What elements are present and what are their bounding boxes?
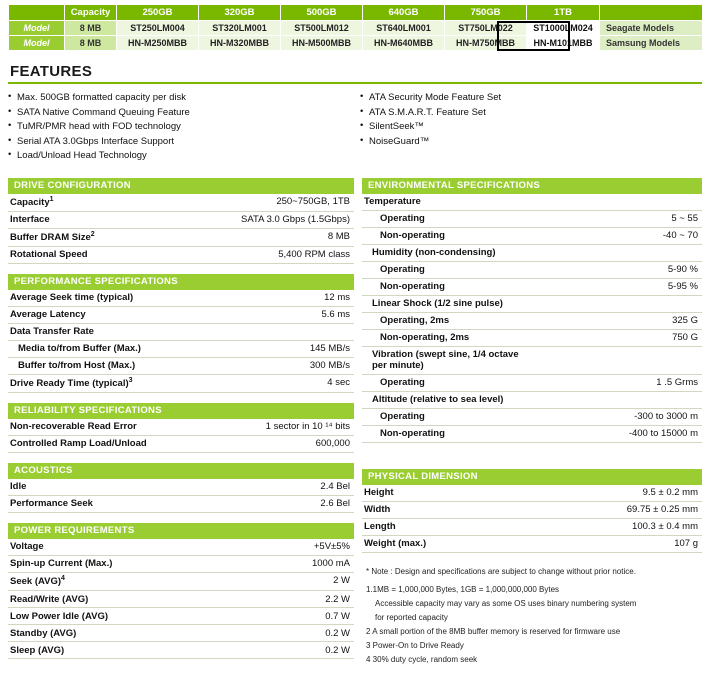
table-row xyxy=(8,479,354,496)
row-note-samsung: Samsung Models xyxy=(600,36,703,51)
row-capacity-samsung: 8 MB xyxy=(65,36,117,51)
table-row xyxy=(8,340,354,357)
spec-value xyxy=(532,194,702,211)
list-item: • NoiseGuard™ xyxy=(360,135,690,150)
row-label-samsung: Model xyxy=(9,36,65,51)
spec-key: Operating xyxy=(380,411,425,422)
header-cell-500gb: 500GB xyxy=(281,5,363,21)
spec-value xyxy=(532,391,702,408)
spec-key: Operating xyxy=(380,377,425,388)
table-reliability xyxy=(8,419,354,453)
model-hn-m750mbb: HN-M750MBB xyxy=(445,36,527,51)
spec-key: Non-recoverable Read Error xyxy=(10,421,137,433)
spec-value xyxy=(181,323,354,340)
spec-value: 107 g xyxy=(674,538,698,549)
spec-key: Media to/from Buffer (Max.) xyxy=(18,343,141,355)
table-drive-configuration xyxy=(8,194,354,264)
table-row xyxy=(8,306,354,323)
table-row xyxy=(8,323,354,340)
spec-key: Interface xyxy=(10,214,50,226)
model-hn-m500mbb: HN-M500MBB xyxy=(281,36,363,51)
spec-value: 5 ~ 55 xyxy=(671,213,698,224)
section-header-reliability: RELIABILITY SPECIFICATIONS xyxy=(8,403,354,419)
model-st500lm012: ST500LM012 xyxy=(281,21,363,36)
model-table xyxy=(8,4,703,51)
spec-value: 9.5 ± 0.2 mm xyxy=(642,487,698,498)
page-title: FEATURES xyxy=(10,63,93,80)
spec-key: Spin-up Current (Max.) xyxy=(10,558,113,570)
spec-key: Controlled Ramp Load/Unload xyxy=(10,438,147,450)
table-performance xyxy=(8,290,354,393)
spec-column-left xyxy=(8,178,354,667)
table-row xyxy=(8,290,354,307)
spec-value xyxy=(532,346,702,374)
table-row xyxy=(8,194,354,212)
spec-value: 750 G xyxy=(672,332,698,343)
model-hn-m640mbb: HN-M640MBB xyxy=(363,36,445,51)
features-section xyxy=(8,91,702,164)
list-item: • Load/Unload Head Technology xyxy=(8,149,360,164)
spec-value: 0.2 W xyxy=(325,627,350,639)
table-row xyxy=(362,312,702,329)
table-row xyxy=(8,246,354,263)
list-item: • ATA S.M.A.R.T. Feature Set xyxy=(360,106,690,121)
features-column-right xyxy=(360,91,690,164)
spec-value: 2.2 W xyxy=(325,593,350,605)
table-row xyxy=(362,501,702,518)
header-cell-note xyxy=(600,5,703,21)
spec-value: 5.6 ms xyxy=(321,309,350,321)
table-physical xyxy=(362,485,702,553)
list-item: • Max. 500GB formatted capacity per disk xyxy=(8,91,360,106)
model-hn-m320mbb: HN-M320MBB xyxy=(199,36,281,51)
spec-key: Drive Ready Time (typical)$^3$ xyxy=(10,377,133,390)
spec-key: Rotational Speed xyxy=(10,249,88,261)
section-header-acoustics: ACOUSTICS xyxy=(8,463,354,479)
row-note-seagate: Seagate Models xyxy=(600,21,703,36)
row-capacity-seagate: 8 MB xyxy=(65,21,117,36)
table-row xyxy=(362,244,702,261)
spec-value xyxy=(532,244,702,261)
spec-key: Weight (max.) xyxy=(364,538,427,549)
spec-column-right xyxy=(362,178,702,667)
model-st1000lm024-highlighted: ST1000LM024 xyxy=(527,21,600,36)
list-item: • SATA Native Command Queuing Feature xyxy=(8,106,360,121)
table-row xyxy=(8,625,354,642)
list-item: • TuMR/PMR head with FOD technology xyxy=(8,120,360,135)
footnote-2: 2 A small portion of the 8MB buffer memory is reserved for firmware use xyxy=(366,626,621,636)
table-row xyxy=(362,261,702,278)
spec-key: Vibration (swept sine, 1/4 octave per minute) xyxy=(372,349,519,371)
spec-value: 2.4 Bel xyxy=(320,481,350,493)
table-row xyxy=(362,485,702,502)
footnote-1c: for reported capacity xyxy=(375,612,448,622)
table-acoustics xyxy=(8,479,354,513)
table-row xyxy=(362,210,702,227)
spec-value: 69.75 ± 0.25 mm xyxy=(626,504,698,515)
spec-value: 2 W xyxy=(333,575,350,587)
spec-value: SATA 3.0 Gbps (1.5Gbps) xyxy=(241,214,350,226)
table-row xyxy=(8,211,354,228)
spec-value: 5-95 % xyxy=(667,281,698,292)
spec-value: 4 sec xyxy=(327,377,350,389)
spec-key: Non-operating, 2ms xyxy=(380,332,470,343)
table-power xyxy=(8,539,354,659)
model-hn-m250mbb: HN-M250MBB xyxy=(117,36,199,51)
table-row xyxy=(8,419,354,436)
spec-key: Temperature xyxy=(364,196,421,207)
table-row xyxy=(8,495,354,512)
table-row xyxy=(362,408,702,425)
spec-value: 0.7 W xyxy=(325,610,350,622)
spec-key: Linear Shock (1/2 sine pulse) xyxy=(372,298,503,309)
table-row xyxy=(362,278,702,295)
spec-key: Operating xyxy=(380,264,425,275)
spec-value: 145 MB/s xyxy=(309,343,350,355)
list-item: • SilentSeek™ xyxy=(360,120,690,135)
table-row xyxy=(362,194,702,211)
spec-value: 250~750GB, 1TB xyxy=(276,196,350,207)
spec-value: 8 MB xyxy=(327,231,350,243)
spec-key: Length xyxy=(364,521,396,532)
spec-key: Buffer DRAM Size$^2$ xyxy=(10,231,95,244)
spec-key: Humidity (non-condensing) xyxy=(372,247,496,258)
spec-value: +5V±5% xyxy=(313,541,350,553)
table-row xyxy=(8,228,354,246)
table-row xyxy=(8,374,354,392)
table-row xyxy=(362,535,702,552)
header-cell-750gb: 750GB xyxy=(445,5,527,21)
spec-key: Standby (AVG) xyxy=(10,627,77,639)
list-item: • ATA Security Mode Feature Set xyxy=(360,91,690,106)
section-header-drive-configuration: DRIVE CONFIGURATION xyxy=(8,178,354,194)
spec-key: Non-operating xyxy=(380,281,445,292)
footnote-4: 4 30% duty cycle, random seek xyxy=(366,654,478,664)
section-header-environmental: ENVIRONMENTAL SPECIFICATIONS xyxy=(362,178,702,194)
spec-value: 100.3 ± 0.4 mm xyxy=(632,521,698,532)
spec-key: Low Power Idle (AVG) xyxy=(10,610,108,622)
spec-key: Voltage xyxy=(10,541,44,553)
model-hn-m101mbb-highlighted: HN-M101MBB xyxy=(527,36,600,51)
model-st250lm004: ST250LM004 xyxy=(117,21,199,36)
spec-key: Non-operating xyxy=(380,428,445,439)
table-environmental xyxy=(362,194,702,443)
spec-key: Idle xyxy=(10,481,27,493)
table-row xyxy=(9,36,703,51)
table-row xyxy=(8,435,354,452)
spec-value: 5-90 % xyxy=(667,264,698,275)
table-row xyxy=(8,357,354,374)
header-cell-640gb: 640GB xyxy=(363,5,445,21)
header-cell-capacity: Capacity xyxy=(65,5,117,21)
table-row xyxy=(362,227,702,244)
model-st640lm001: ST640LM001 xyxy=(363,21,445,36)
spec-key: Seek (AVG)$^4$ xyxy=(10,575,65,588)
spec-key: Buffer to/from Host (Max.) xyxy=(18,360,136,372)
section-header-performance: PERFORMANCE SPECIFICATIONS xyxy=(8,274,354,290)
table-row xyxy=(8,608,354,625)
table-row xyxy=(9,21,703,36)
footnote-1b: Accessible capacity may vary as some OS uses binary numbering system xyxy=(375,598,637,608)
header-cell-1tb: 1TB xyxy=(527,5,600,21)
header-cell-320gb: 320GB xyxy=(199,5,281,21)
table-row xyxy=(8,591,354,608)
table-row xyxy=(8,555,354,572)
footnote-main: * Note : Design and specifications are subject to change without prior notice. xyxy=(366,566,636,576)
spec-key: Data Transfer Rate xyxy=(10,326,94,338)
table-row xyxy=(362,425,702,442)
spec-key: Sleep (AVG) xyxy=(10,644,65,656)
spec-value: 325 G xyxy=(672,315,698,326)
spec-value: 5,400 RPM class xyxy=(278,249,350,261)
table-row xyxy=(8,539,354,556)
spec-value: 1 .5 Grms xyxy=(656,377,698,388)
spec-key: Operating xyxy=(380,213,425,224)
model-st750lm022: ST750LM022 xyxy=(445,21,527,36)
footnotes xyxy=(366,565,698,666)
spec-key: Operating, 2ms xyxy=(380,315,450,326)
table-row xyxy=(362,295,702,312)
table-row xyxy=(8,642,354,659)
model-st320lm001: ST320LM001 xyxy=(199,21,281,36)
footnote-1: 1.1MB = 1,000,000 Bytes, 1GB = 1,000,000,000 Bytes xyxy=(366,584,560,594)
spec-key: Read/Write (AVG) xyxy=(10,593,89,605)
spec-key: Width xyxy=(364,504,391,515)
list-item: • Serial ATA 3.0Gbps Interface Support xyxy=(8,135,360,150)
table-row xyxy=(362,374,702,391)
spec-value: -40 ~ 70 xyxy=(662,230,698,241)
spec-key: Capacity$^1$ xyxy=(10,196,54,209)
title-divider xyxy=(8,82,702,84)
spec-key: Performance Seek xyxy=(10,498,93,510)
spec-value: -400 to 15000 m xyxy=(628,428,698,439)
datasheet-page xyxy=(0,4,710,683)
model-table-header-row xyxy=(9,5,703,21)
spec-value: 300 MB/s xyxy=(309,360,350,372)
spec-value: 12 ms xyxy=(324,292,350,304)
features-column-left xyxy=(8,91,360,164)
spec-key: Altitude (relative to sea level) xyxy=(372,394,504,405)
spec-value: 1 sector in 10 ¹⁴ bits xyxy=(265,421,350,433)
header-cell-250gb: 250GB xyxy=(117,5,199,21)
table-row xyxy=(8,572,354,590)
row-label-seagate: Model xyxy=(9,21,65,36)
header-cell-blank xyxy=(9,5,65,21)
spec-key: Non-operating xyxy=(380,230,445,241)
spec-value: 0.2 W xyxy=(325,644,350,656)
spec-value: 2.6 Bel xyxy=(320,498,350,510)
spec-value: -300 to 3000 m xyxy=(634,411,698,422)
spec-value: 1000 mA xyxy=(311,558,350,570)
table-row xyxy=(362,346,702,374)
section-header-physical: PHYSICAL DIMENSION xyxy=(362,469,702,485)
table-row xyxy=(362,518,702,535)
spec-value: 600,000 xyxy=(315,438,350,450)
spec-value xyxy=(532,295,702,312)
spec-key: Average Latency xyxy=(10,309,86,321)
table-row xyxy=(362,391,702,408)
spec-key: Average Seek time (typical) xyxy=(10,292,134,304)
spec-key: Height xyxy=(364,487,394,498)
section-header-power: POWER REQUIREMENTS xyxy=(8,523,354,539)
footnote-3: 3 Power-On to Drive Ready xyxy=(366,640,464,650)
spec-body xyxy=(8,178,702,667)
table-row xyxy=(362,329,702,346)
